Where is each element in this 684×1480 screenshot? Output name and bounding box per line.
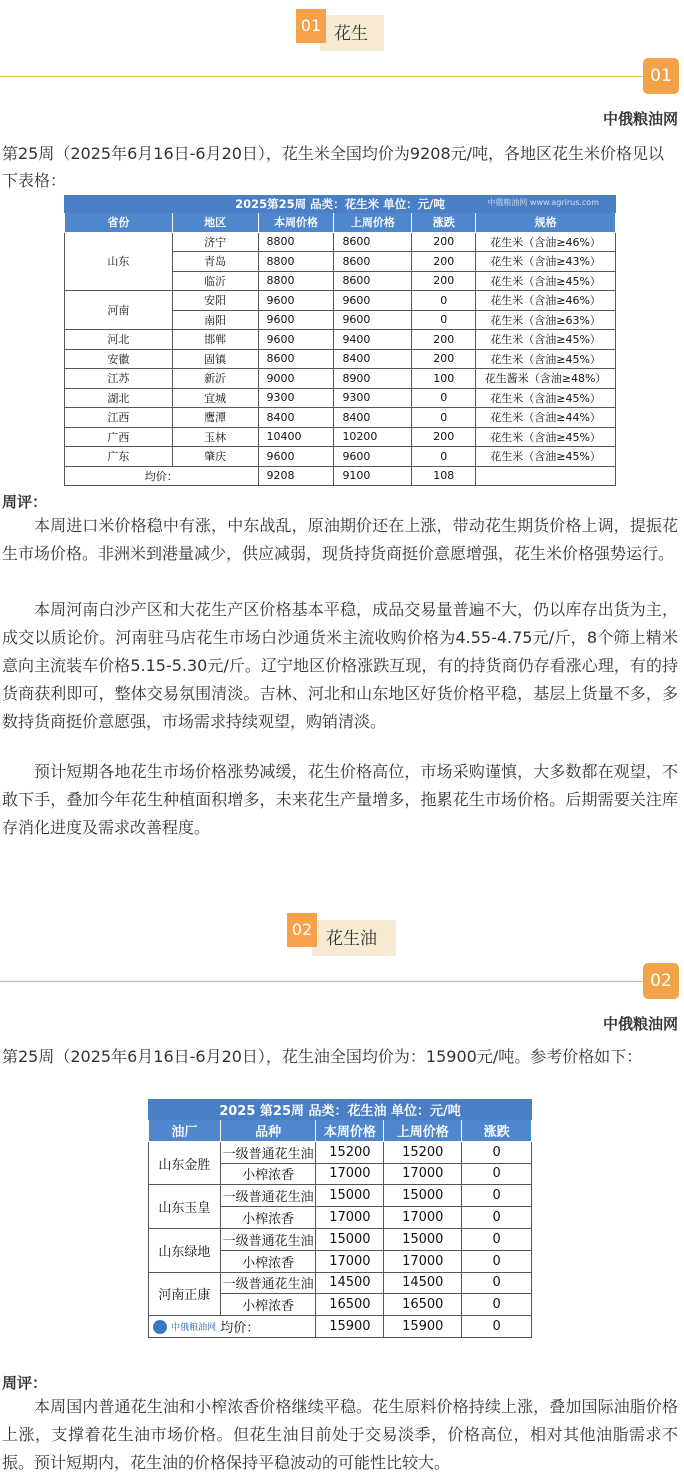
area-cell: 安阳 <box>172 291 258 311</box>
last-week-cell: 9600 <box>334 291 412 311</box>
change-cell: 200 <box>412 349 476 369</box>
change-cell: 0 <box>462 1163 532 1185</box>
change-cell: 0 <box>462 1141 532 1163</box>
last-week-cell: 9300 <box>334 388 412 408</box>
change-cell: 0 <box>462 1250 532 1272</box>
empty-cell <box>476 466 616 486</box>
province-cell: 广东 <box>65 447 173 467</box>
table-row <box>65 408 616 428</box>
last-week-cell: 17000 <box>384 1250 462 1272</box>
spec-cell: 花生米（含油≥45%） <box>476 330 616 350</box>
table-header-row <box>65 213 616 233</box>
avg-last-week: 9100 <box>334 466 412 486</box>
mill-cell: 山东绿地 <box>149 1228 221 1272</box>
section-header-peanut-oil <box>0 905 684 1035</box>
this-week-cell: 15000 <box>316 1185 384 1207</box>
change-cell: 0 <box>462 1185 532 1207</box>
area-cell: 鹰潭 <box>172 408 258 428</box>
header-cell: 省份 <box>65 213 173 233</box>
last-week-cell: 14500 <box>384 1272 462 1294</box>
last-week-cell: 8600 <box>334 252 412 272</box>
change-cell: 0 <box>412 388 476 408</box>
avg-this-week: 9208 <box>258 466 334 486</box>
table-row <box>65 291 616 311</box>
this-week-cell: 17000 <box>316 1163 384 1185</box>
spec-cell: 花生米（含油≥63%） <box>476 310 616 330</box>
header-cell: 涨跌 <box>462 1120 532 1142</box>
table-header-row <box>149 1120 532 1142</box>
source-label: 中俄粮油网 <box>602 110 678 128</box>
avg-this-week: 15900 <box>316 1316 384 1338</box>
last-week-cell: 8400 <box>334 408 412 428</box>
change-cell: 200 <box>412 252 476 272</box>
header-cell: 规格 <box>476 213 616 233</box>
this-week-cell: 9600 <box>258 447 334 467</box>
this-week-cell: 15000 <box>316 1228 384 1250</box>
table-row <box>149 1185 532 1207</box>
header-cell: 本周价格 <box>258 213 334 233</box>
header-cell: 品种 <box>220 1120 316 1142</box>
last-week-cell: 8600 <box>334 232 412 252</box>
change-cell: 200 <box>412 232 476 252</box>
this-week-cell: 15200 <box>316 1141 384 1163</box>
last-week-cell: 9600 <box>334 310 412 330</box>
area-cell: 青岛 <box>172 252 258 272</box>
change-cell: 200 <box>412 330 476 350</box>
mill-cell: 山东金胜 <box>149 1141 221 1185</box>
spec-cell: 花生米（含油≥45%） <box>476 271 616 291</box>
variety-cell: 小榨浓香 <box>220 1207 316 1229</box>
change-cell: 0 <box>462 1294 532 1316</box>
last-week-cell: 17000 <box>384 1207 462 1229</box>
this-week-cell: 8400 <box>258 408 334 428</box>
change-cell: 0 <box>412 310 476 330</box>
variety-cell: 一级普通花生油 <box>220 1228 316 1250</box>
this-week-cell: 8800 <box>258 271 334 291</box>
avg-logo-text: 中俄粮油网 <box>171 1323 217 1334</box>
area-cell: 邯郸 <box>172 330 258 350</box>
peanut-oil-price-table <box>148 1099 532 1338</box>
change-cell: 0 <box>412 447 476 467</box>
this-week-cell: 9600 <box>258 310 334 330</box>
table-row <box>65 388 616 408</box>
table-row <box>65 349 616 369</box>
last-week-cell: 9600 <box>334 447 412 467</box>
area-cell: 宜城 <box>172 388 258 408</box>
avg-label-cell <box>149 1316 316 1338</box>
table-row <box>65 369 616 389</box>
spec-cell: 花生米（含油≥43%） <box>476 252 616 272</box>
variety-cell: 小榨浓香 <box>220 1163 316 1185</box>
table-row <box>65 330 616 350</box>
table-row <box>149 1141 532 1163</box>
last-week-cell: 8900 <box>334 369 412 389</box>
variety-cell: 小榨浓香 <box>220 1294 316 1316</box>
variety-cell: 一级普通花生油 <box>220 1141 316 1163</box>
spec-cell: 花生米（含油≥45%） <box>476 427 616 447</box>
this-week-cell: 14500 <box>316 1272 384 1294</box>
province-cell: 江西 <box>65 408 173 428</box>
intro-paragraph: 第25周（2025年6月16日-6月20日），花生油全国均价为：15900元/吨。参考价格如下： <box>2 1047 643 1066</box>
divider-number-badge: 01 <box>643 58 679 94</box>
this-week-cell: 9600 <box>258 291 334 311</box>
province-cell: 河北 <box>65 330 173 350</box>
last-week-cell: 8400 <box>334 349 412 369</box>
peanut-price-table <box>64 195 616 486</box>
province-cell: 江苏 <box>65 369 173 389</box>
avg-label: 均价： <box>220 1321 260 1337</box>
table-title: 2025 第25周 品类：花生油 单位：元/吨 <box>149 1100 532 1120</box>
last-week-cell: 9400 <box>334 330 412 350</box>
header-cell: 本周价格 <box>316 1120 384 1142</box>
this-week-cell: 9600 <box>258 330 334 350</box>
table-title-row <box>65 196 616 213</box>
spec-cell: 花生米（含油≥45%） <box>476 447 616 467</box>
last-week-cell: 15000 <box>384 1185 462 1207</box>
spec-cell: 花生酱米（含油≥48%） <box>476 369 616 389</box>
last-week-cell: 16500 <box>384 1294 462 1316</box>
change-cell: 0 <box>412 291 476 311</box>
header-cell: 上周价格 <box>384 1120 462 1142</box>
variety-cell: 小榨浓香 <box>220 1250 316 1272</box>
table-row <box>149 1272 532 1294</box>
this-week-cell: 10400 <box>258 427 334 447</box>
table-row <box>149 1228 532 1250</box>
province-cell: 湖北 <box>65 388 173 408</box>
table-title: 2025第25周 品类：花生米 单位：元/吨 <box>235 197 445 211</box>
table-row <box>65 447 616 467</box>
comment-title: 周评： <box>2 1374 48 1392</box>
table-row <box>65 427 616 447</box>
divider-number-badge: 02 <box>643 963 679 999</box>
this-week-cell: 17000 <box>316 1250 384 1272</box>
avg-change: 108 <box>412 466 476 486</box>
change-cell: 200 <box>412 271 476 291</box>
divider-line <box>0 76 648 77</box>
table-avg-row <box>149 1316 532 1338</box>
spec-cell: 花生米（含油≥45%） <box>476 388 616 408</box>
province-cell: 安徽 <box>65 349 173 369</box>
this-week-cell: 17000 <box>316 1207 384 1229</box>
area-cell: 临沂 <box>172 271 258 291</box>
comment-title: 周评： <box>2 493 48 511</box>
last-week-cell: 15000 <box>384 1228 462 1250</box>
area-cell: 南阳 <box>172 310 258 330</box>
change-cell: 0 <box>462 1272 532 1294</box>
section-title: 花生油 <box>312 920 396 956</box>
last-week-cell: 15200 <box>384 1141 462 1163</box>
mill-cell: 山东玉皇 <box>149 1185 221 1229</box>
last-week-cell: 8600 <box>334 271 412 291</box>
this-week-cell: 8800 <box>258 232 334 252</box>
header-cell: 涨跌 <box>412 213 476 233</box>
section-number-badge: 02 <box>287 913 317 947</box>
section-title: 花生 <box>320 15 384 51</box>
variety-cell: 一级普通花生油 <box>220 1272 316 1294</box>
avg-change: 0 <box>462 1316 532 1338</box>
spec-cell: 花生米（含油≥46%） <box>476 232 616 252</box>
change-cell: 100 <box>412 369 476 389</box>
source-label: 中俄粮油网 <box>602 1015 678 1033</box>
this-week-cell: 9300 <box>258 388 334 408</box>
province-cell: 广西 <box>65 427 173 447</box>
area-cell: 济宁 <box>172 232 258 252</box>
section-number-badge: 01 <box>296 9 326 43</box>
change-cell: 0 <box>462 1228 532 1250</box>
divider-line <box>0 981 648 982</box>
header-cell: 油厂 <box>149 1120 221 1142</box>
this-week-cell: 9000 <box>258 369 334 389</box>
this-week-cell: 8800 <box>258 252 334 272</box>
table-row <box>65 232 616 252</box>
area-cell: 玉林 <box>172 427 258 447</box>
change-cell: 200 <box>412 427 476 447</box>
comment-paragraph: 本周河南白沙产区和大花生产区价格基本平稳，成品交易量普遍不大，仍以库存出货为主，成交以质论价。河南驻马店花生市场白沙通货米主流收购价格为4.55-4.75元/斤，8个筛上精米意向主流装车价格5.15-5.30元/斤。辽宁地区价格涨跌互现，有的持货商仍存看涨心理，有的持货商获利即可，整体交易氛围清淡。吉林、河北和山东地区好货价格平稳，基层上货量不多，多数持货商挺价意愿强，市场需求持续观望，购销清淡。 <box>2 600 678 731</box>
table-avg-row <box>65 466 616 486</box>
mill-cell: 河南正康 <box>149 1272 221 1316</box>
avg-last-week: 15900 <box>384 1316 462 1338</box>
avg-label: 均价： <box>65 466 259 486</box>
comment-paragraph: 本周国内普通花生油和小榨浓香价格继续平稳。花生原料价格持续上涨，叠加国际油脂价格上涨，支撑着花生油市场价格。但花生油目前处于交易淡季，价格高位，相对其他油脂需求不振。预计短期内，花生油的价格保持平稳波动的可能性比较大。 <box>2 1397 678 1472</box>
this-week-cell: 16500 <box>316 1294 384 1316</box>
comment-paragraph: 预计短期各地花生市场价格涨势减缓，花生价格高位，市场采购谨慎，大多数都在观望，不敢下手，叠加今年花生种植面积增多，未来花生产量增多，拖累花生市场价格。后期需要关注库存消化进度及需求改善程度。 <box>2 762 678 837</box>
spec-cell: 花生米（含油≥46%） <box>476 291 616 311</box>
table-title-row <box>149 1100 532 1120</box>
intro-paragraph: 第25周（2025年6月16日-6月20日），花生米全国均价为9208元/吨，各地区花生米价格见以下表格： <box>2 144 665 190</box>
header-cell: 地区 <box>172 213 258 233</box>
watermark-logo: 中俄粮油网 www.agrirus.com <box>487 198 599 207</box>
comment-paragraph: 本周进口米价格稳中有涨，中东战乱，原油期价还在上涨，带动花生期货价格上调，提振花生市场价格。非洲米到港量减少，供应减弱，现货持货商挺价意愿增强，花生米价格强势运行。 <box>2 516 678 563</box>
province-cell: 河南 <box>65 291 173 330</box>
logo-icon <box>153 1320 167 1334</box>
province-cell: 山东 <box>65 232 173 291</box>
change-cell: 0 <box>462 1207 532 1229</box>
area-cell: 固镇 <box>172 349 258 369</box>
spec-cell: 花生米（含油≥44%） <box>476 408 616 428</box>
last-week-cell: 10200 <box>334 427 412 447</box>
header-cell: 上周价格 <box>334 213 412 233</box>
variety-cell: 一级普通花生油 <box>220 1185 316 1207</box>
area-cell: 新沂 <box>172 369 258 389</box>
section-header-peanut <box>0 0 684 135</box>
last-week-cell: 17000 <box>384 1163 462 1185</box>
this-week-cell: 8600 <box>258 349 334 369</box>
area-cell: 肇庆 <box>172 447 258 467</box>
change-cell: 0 <box>412 408 476 428</box>
spec-cell: 花生米（含油≥45%） <box>476 349 616 369</box>
